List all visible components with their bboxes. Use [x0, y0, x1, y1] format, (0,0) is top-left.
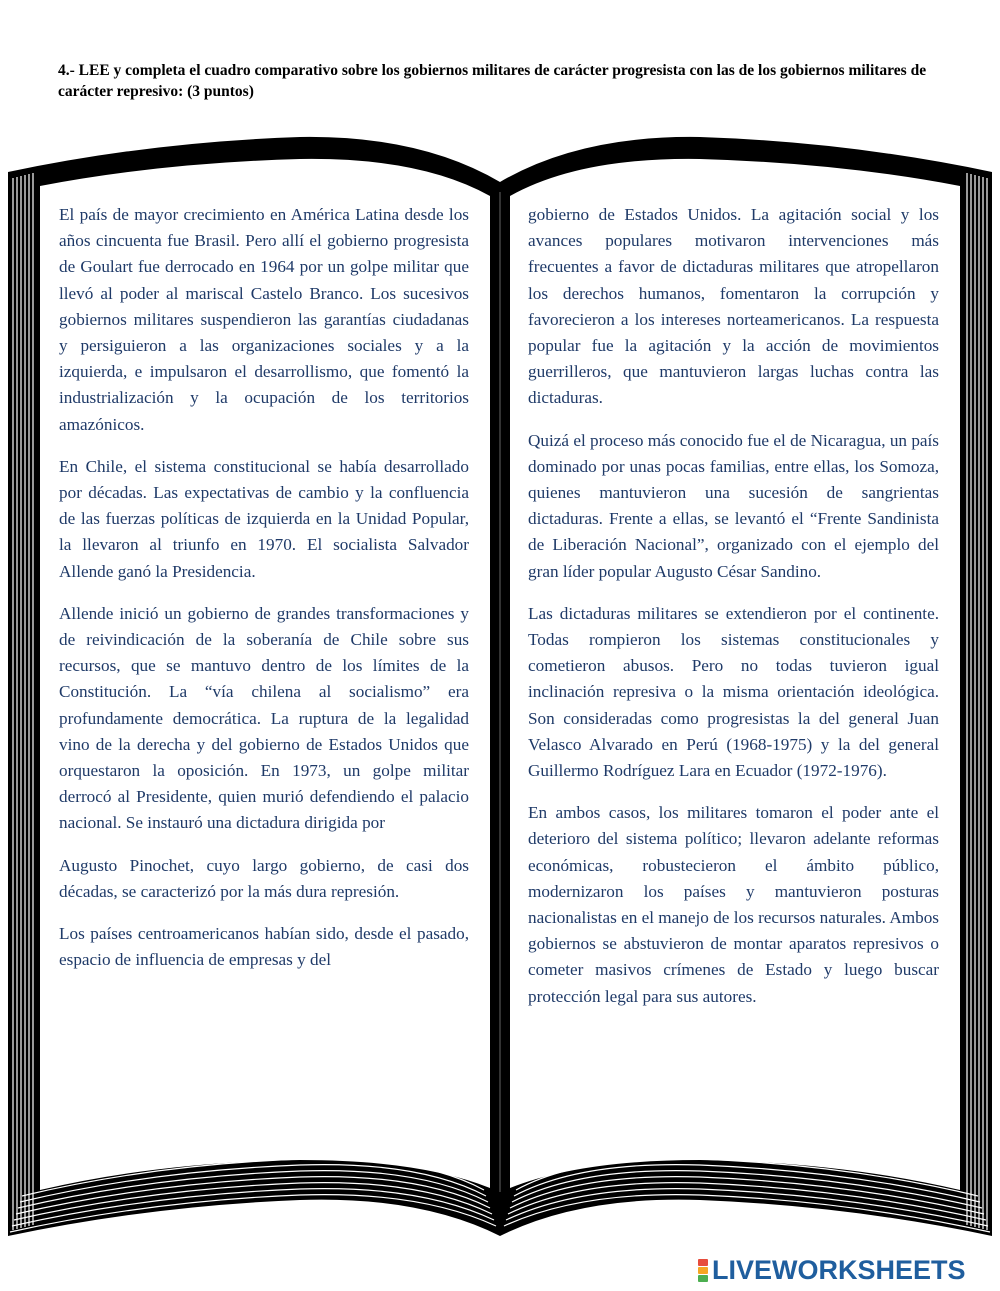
paragraph: En ambos casos, los militares tomaron el poder ante el deterioro del sistema político; llevaron adelante reformas económicas, robustecieron el ámbito público, modernizaron los países y mantuvieron posturas nacionalistas en el manejo de los recursos naturales. Ambos gobiernos se abstuvieron de montar aparatos represivos o cometer masivos crímenes de Estado y luego buscar protección legal para sus autores. [528, 803, 939, 1006]
paragraph: Las dictaduras militares se extendieron por el continente. Todas rompieron los sistemas constitucionales y cometieron abusos. Pero no todas tuvieron igual inclinación represiva o la misma orientación ideológica. Son consideradas como progresistas la del general Juan Velasco Alvarado en Perú (1968-1975) y la del general Guillermo Rodríguez Lara en Ecuador (1972-1976). [528, 603, 939, 781]
instruction-heading: 4.- LEE y completa el cuadro comparativo sobre los gobiernos militares de carácter progresista con las de los gobiernos militares de carácter represivo: (3 puntos) [58, 62, 927, 100]
liveworksheets-logo[interactable] [698, 1255, 966, 1285]
paragraph: gobierno de Estados Unidos. La agitación social y los avances populares motivaron intervenciones más frecuentes a favor de dictaduras militares que atropellaron los derechos humanos, fomentaron la corrupción y favorecieron a los intereses norteamericanos. La respuesta popular fue la agitación y la acción de movimientos guerrilleros, que mantuvieron largas luchas contra las dictaduras. [528, 205, 939, 408]
paragraph: Allende inició un gobierno de grandes transformaciones y de reivindicación de la soberanía de Chile sobre sus recursos, que se mantuvo dentro de los límites de la Constitución. La “vía chilena al socialismo” era profundamente democrática. La ruptura de la legalidad vino de la derecha y del gobierno de Estados Unidos que orquestaron la oposición. En 1973, un golpe militar derrocó al Presidente, quien murió defendiendo el palacio nacional. Se instauró una dictadura dirigida por [59, 603, 469, 833]
right-page-text [528, 202, 939, 1026]
logo-block-orange [698, 1267, 708, 1274]
paragraph: Augusto Pinochet, cuyo largo gobierno, de casi dos décadas, se caracterizó por la más dura represión. [59, 855, 469, 901]
paragraph: Quizá el proceso más conocido fue el de Nicaragua, un país dominado por unas pocas familias, entre ellas, los Somoza, quienes mantuvieron una sucesión de sangrientas dictaduras. Frente a ellas, se levantó el “Frente Sandinista de Liberación Nacional”, organizado con el ejemplo del gran líder popular Augusto César Sandino. [528, 430, 939, 581]
paragraph: En Chile, el sistema constitucional se había desarrollado por décadas. Las expectativas de cambio y la confluencia de las fuerzas políticas de izquierda en la Unidad Popular, la llevaron al triunfo en 1970. El socialista Salvador Allende ganó la Presidencia. [59, 456, 469, 581]
logo-block-green [698, 1275, 708, 1282]
logo-icon [698, 1259, 708, 1282]
logo-text: LIVEWORKSHEETS [712, 1254, 966, 1285]
paragraph: El país de mayor crecimiento en América Latina desde los años cincuenta fue Brasil. Pero allí el gobierno progresista de Goulart fue derrocado en 1964 por un golpe militar que llevó al poder al mariscal Castelo Branco. Los sucesivos gobiernos militares suspendieron las garantías ciudadanas y persiguieron a las organizaciones sociales y a la izquierda, e impulsaron el desarrollismo, que fomentó la industrialización y la ocupación de los territorios amazónicos. [59, 205, 469, 434]
left-page-text [59, 202, 469, 989]
paragraph: Los países centroamericanos habían sido, desde el pasado, espacio de influencia de empresas y del [59, 924, 469, 970]
logo-block-red [698, 1259, 708, 1266]
